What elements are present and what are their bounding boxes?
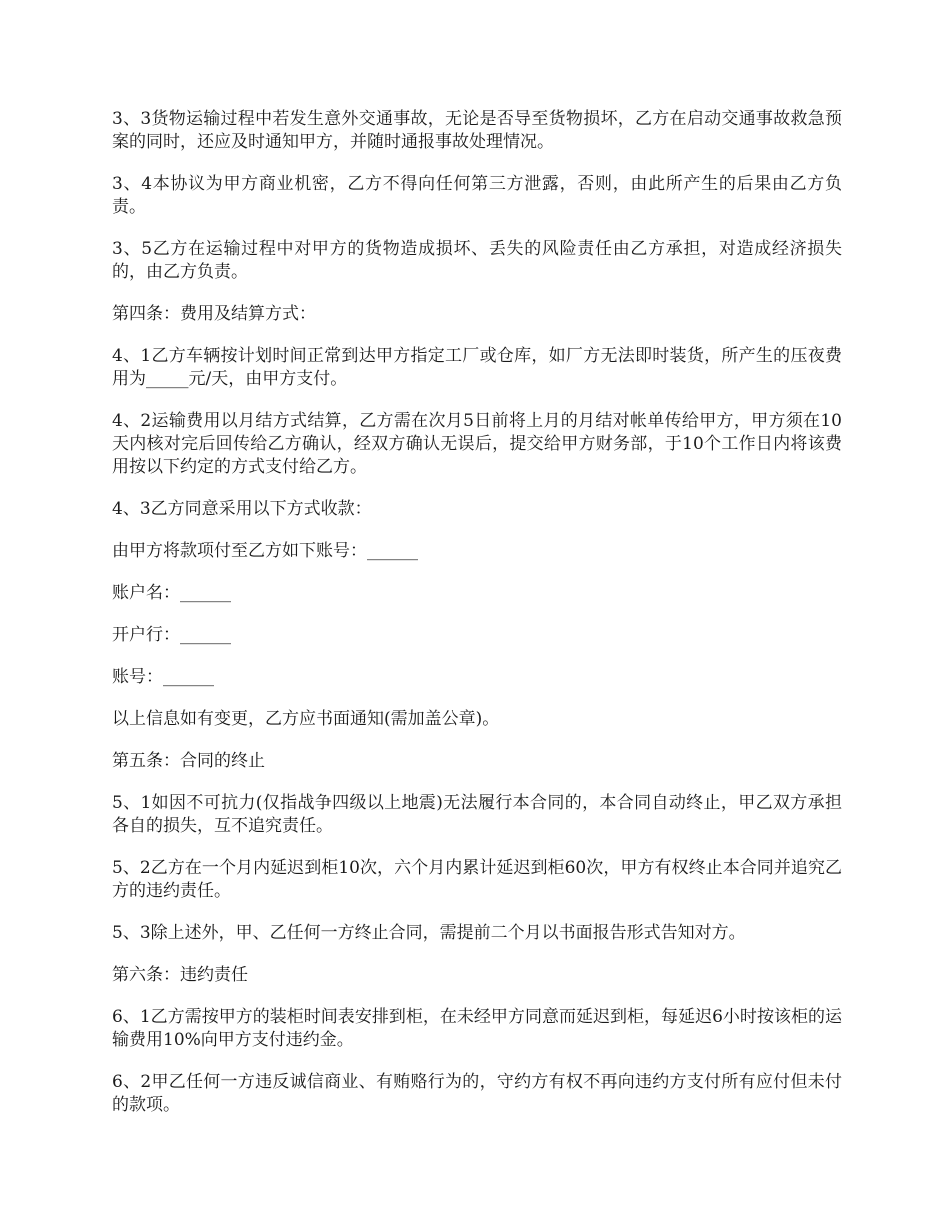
document-body — [112, 108, 842, 1136]
account-name-line: 账户名：______ — [112, 583, 231, 603]
clause-3-5: 3、5乙方在运输过程中对甲方的货物造成损坏、丢失的风险责任由乙方承担，对造成经济损失的，由乙方负责。 — [112, 239, 842, 282]
clause-5-1: 5、1如因不可抗力(仅指战争四级以上地震)无法履行本合同的，本合同自动终止，甲乙双方承担各自的损失，互不追究责任。 — [112, 793, 842, 836]
clause-5-3: 5、3除上述外，甲、乙任何一方终止合同，需提前二个月以书面报告形式告知对方。 — [112, 923, 746, 943]
bank-line: 开户行：______ — [112, 625, 231, 645]
clause-6-1: 6、1乙方需按甲方的装柜时间表安排到柜，在未经甲方同意而延迟到柜，每延迟6小时按该柜的运输费用10%向甲方支付违约金。 — [112, 1007, 842, 1050]
clause-6-2: 6、2甲乙任何一方违反诚信商业、有贿赂行为的，守约方有权不再向违约方支付所有应付但未付的款项。 — [112, 1072, 842, 1115]
article-6-heading: 第六条：违约责任 — [112, 965, 248, 985]
clause-4-3: 4、3乙方同意采用以下方式收款： — [112, 499, 372, 519]
clause-5-2: 5、2乙方在一个月内延迟到柜10次，六个月内累计延迟到柜60次，甲方有权终止本合同并追究乙方的违约责任。 — [112, 858, 842, 901]
payment-account-line: 由甲方将款项付至乙方如下账号：______ — [112, 541, 418, 561]
clause-3-3: 3、3货物运输过程中若发生意外交通事故，无论是否导至货物损坏，乙方在启动交通事故救急预案的同时，还应及时通知甲方，并随时通报事故处理情况。 — [112, 109, 842, 152]
clause-3-4: 3、4本协议为甲方商业机密，乙方不得向任何第三方泄露，否则，由此所产生的后果由乙方负责。 — [112, 174, 842, 217]
clause-4-1: 4、1乙方车辆按计划时间正常到达甲方指定工厂或仓库，如厂方无法即时装货，所产生的压夜费用为_____元/天，由甲方支付。 — [112, 346, 842, 389]
article-4-heading: 第四条：费用及结算方式： — [112, 304, 316, 324]
account-number-line: 账号：______ — [112, 667, 214, 687]
article-5-heading: 第五条：合同的终止 — [112, 751, 265, 771]
change-notice-line: 以上信息如有变更，乙方应书面通知(需加盖公章)。 — [112, 709, 500, 729]
clause-4-2: 4、2运输费用以月结方式结算，乙方需在次月5日前将上月的月结对帐单传给甲方，甲方须在10天内核对完后回传给乙方确认，经双方确认无误后，提交给甲方财务部，于10个工作日内将该费用按以下约定的方式支付给乙方。 — [112, 411, 842, 477]
